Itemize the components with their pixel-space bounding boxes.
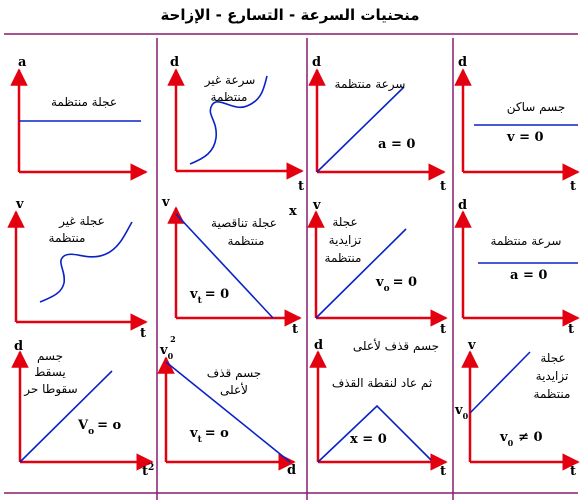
graph-caption: جسم ساكن — [506, 100, 566, 114]
condition-subscript: 0 — [507, 438, 514, 448]
graph-caption-line3: منتظمة — [533, 387, 571, 401]
condition-symbol: v — [190, 426, 198, 441]
graph-caption-line3: سقوطا حر — [24, 382, 78, 396]
graph-caption-line1: عجلة غير — [59, 214, 105, 228]
graph-caption-line1: جسم قذف — [206, 366, 262, 380]
page-title: منحنيات السرعة - التسارع - الإزاحة — [160, 6, 420, 24]
condition-subscript: t — [197, 296, 202, 306]
graph-displacement-uniform — [312, 55, 446, 194]
condition-symbol: v — [190, 287, 198, 302]
x-axis-label: t — [140, 326, 147, 341]
graph-velocity-nonuniform — [15, 197, 146, 341]
condition-value: = 0 — [204, 287, 230, 302]
graph-caption-line2: لأعلى — [220, 383, 248, 397]
condition-value: = o — [97, 418, 122, 433]
x-axis-symbol: t — [142, 464, 149, 479]
graph-condition — [189, 287, 229, 306]
x-axis-label: t — [570, 464, 577, 479]
y-axis-label: v — [468, 338, 476, 353]
graph-caption: سرعة منتظمة — [334, 77, 406, 91]
y-axis-label: a — [18, 55, 27, 70]
graph-thrown-up-returned — [314, 338, 446, 479]
x-axis-label: t — [440, 179, 447, 194]
graph-acceleration-uniform — [18, 55, 146, 172]
y-axis-label — [159, 334, 176, 361]
x-axis-label: t — [292, 322, 299, 337]
graph-caption-line2: منتظمة — [48, 231, 86, 245]
y-axis-subscript: 0 — [167, 351, 174, 361]
graph-caption-line3: منتظمة — [324, 251, 362, 265]
condition-subscript: o — [88, 427, 95, 437]
graph-condition: v = 0 — [507, 130, 544, 145]
graph-caption-line2: تزايدية — [535, 369, 569, 383]
y-axis-label: d — [314, 338, 324, 353]
condition-value: = 0 — [392, 275, 418, 290]
graph-velocity-decreasing — [161, 195, 300, 337]
y-axis-label: d — [458, 55, 468, 70]
graph-displacement-nonuniform — [170, 55, 304, 194]
y-axis-superscript: 2 — [170, 334, 176, 344]
x-axis-label: t — [570, 179, 577, 194]
graph-projectile-up — [159, 334, 296, 478]
extra-axis-label: x — [289, 204, 297, 219]
intercept-subscript: 0 — [462, 411, 469, 421]
y-axis-label: d — [312, 55, 322, 70]
x-axis-superscript: 2 — [148, 463, 155, 473]
graph-caption-line2: منتظمة — [210, 90, 248, 104]
graph-free-fall — [14, 339, 154, 479]
graph-caption-line1: عجلة — [540, 351, 566, 365]
x-axis-label: t — [440, 464, 447, 479]
graph-velocity-increasing — [312, 198, 446, 337]
y-axis-label: v — [313, 198, 321, 213]
graph-caption: عجلة منتظمة — [50, 95, 118, 109]
graph-condition: x = 0 — [350, 432, 387, 447]
graph-caption-line2: يسقط — [34, 365, 66, 379]
condition-value: ≠ 0 — [518, 430, 543, 445]
graph-caption: سرعة منتظمة — [490, 234, 562, 248]
graph-condition — [375, 275, 417, 294]
graph-caption-line1: سرعة غير — [204, 73, 256, 87]
x-axis-label: d — [287, 463, 297, 478]
x-axis-label: t — [440, 322, 447, 337]
graph-caption-line1: جسم قذف لأعلى — [352, 339, 440, 353]
condition-symbol: v — [376, 275, 384, 290]
y-axis-label: v — [16, 197, 24, 212]
y-axis-label: d — [14, 339, 24, 354]
graph-body-at-rest — [458, 55, 578, 194]
intercept-symbol: v — [455, 403, 463, 418]
curve — [317, 87, 404, 172]
graph-condition — [499, 430, 543, 448]
condition-symbol: V — [78, 418, 89, 433]
graph-condition: a = 0 — [510, 268, 548, 283]
condition-subscript: o — [383, 284, 390, 294]
graph-condition: a = 0 — [378, 137, 416, 152]
x-axis-label — [142, 463, 154, 479]
graph-caption-line1: عجلة تناقصية — [211, 216, 277, 230]
y-axis-label: d — [170, 55, 180, 70]
condition-subscript: t — [197, 435, 202, 445]
graph-caption-line2: تزايدية — [328, 233, 362, 247]
graph-condition — [77, 418, 122, 437]
condition-value: = o — [204, 426, 229, 441]
y-axis-label: d — [458, 198, 468, 213]
y-axis-symbol: v — [160, 343, 168, 358]
graph-caption-line2: ثم عاد لنقطة القذف — [331, 376, 433, 390]
graph-velocity-increasing-intercept — [454, 338, 578, 479]
y-axis-label: v — [162, 195, 170, 210]
graph-condition — [189, 426, 229, 445]
condition-symbol: v — [500, 430, 508, 445]
intercept-label — [454, 403, 469, 421]
graph-caption-line1: عجلة — [332, 215, 358, 229]
x-axis-label: t — [298, 179, 305, 194]
x-axis-label: t — [568, 322, 575, 337]
graph-caption-line1: جسم — [36, 349, 64, 363]
graph-displacement-uniform-2 — [458, 198, 578, 337]
curve — [470, 352, 530, 413]
graph-caption-line2: منتظمة — [227, 234, 265, 248]
